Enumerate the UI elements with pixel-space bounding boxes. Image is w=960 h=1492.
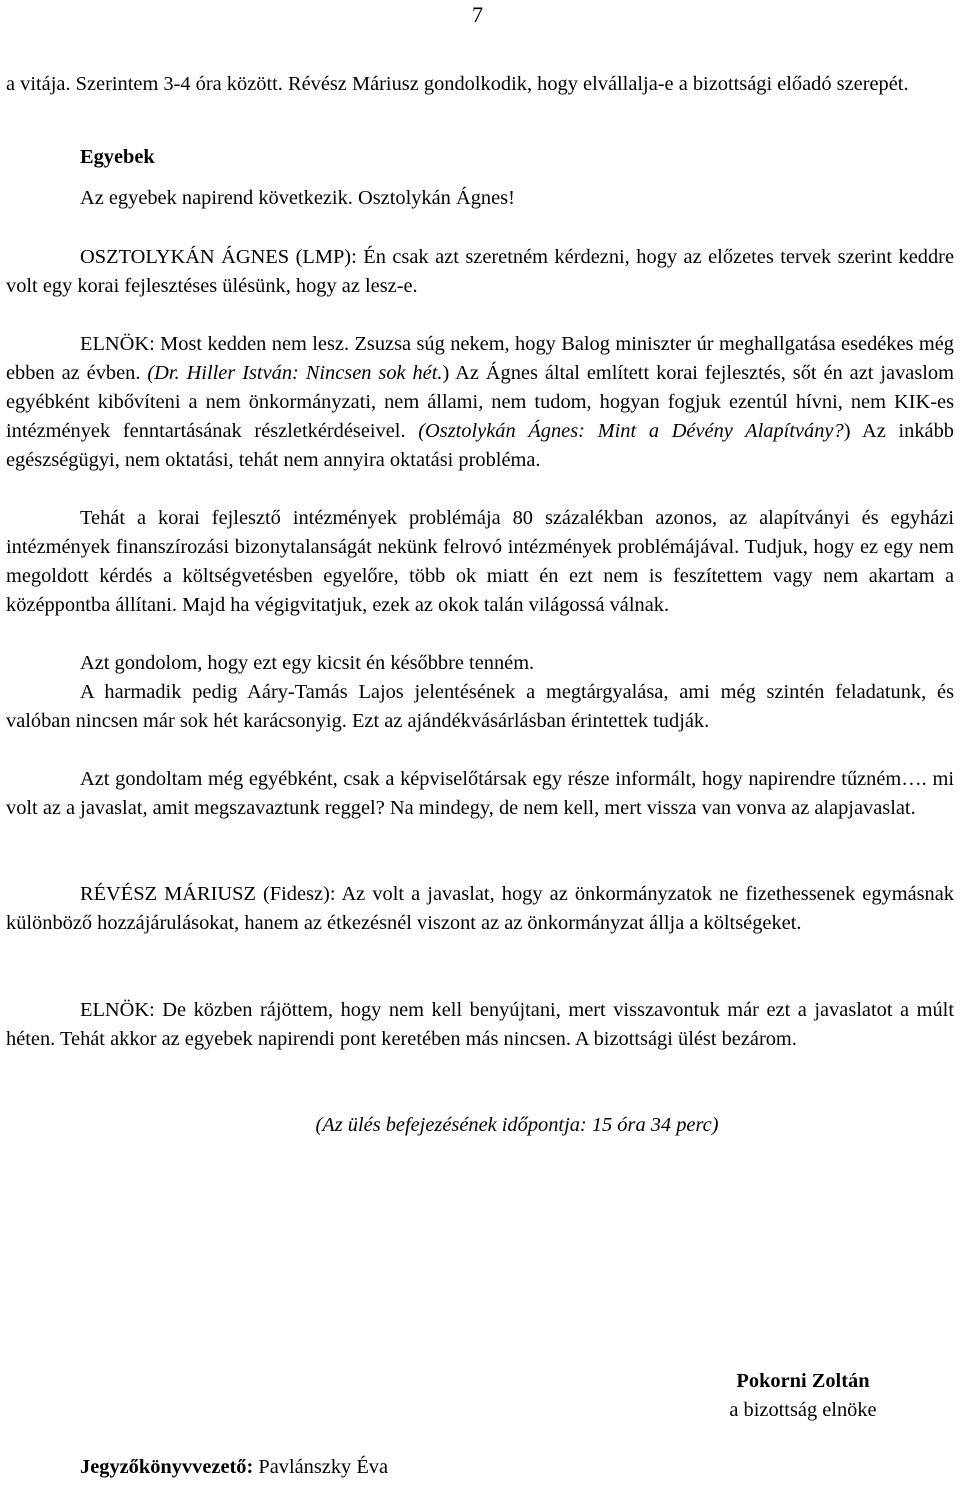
interjection-hiller: (Dr. Hiller István: Nincsen sok hét. (147, 362, 443, 384)
paragraph-early-development: Tehát a korai fejlesztő intézmények problémája 80 százalékban azonos, az alapítványi és egyházi intézmények finanszírozási bizonytalanságát nekünk felrovó intézmények problémájával. Tudjuk, hogy ez egy nem megoldott kérdés a költségvetésben egyelőre, több ok miatt én ezt nem is feszítettem vagy nem akartam a középpontba állítani. Majd ha végigvitatjuk, ezek az okok talán világossá válnak. (6, 507, 954, 616)
signatory-name: Pokorni Zoltán (736, 1370, 870, 1392)
chair-text-2: Az Ágnes által említett korai fejlesztés, sőt én azt javaslom egyébként kibővíteni a nem önkormányzati, nem állami, nem tudom, hogyan fogjuk ezentúl hívni, nem KIK-es intézmények fenntartásának részletkérdéseivel. (6, 362, 954, 442)
recorder-name: Pavlánszky Éva (253, 1456, 389, 1478)
paragraph-revesz: RÉVÉSZ MÁRIUSZ (Fidesz): Az volt a javaslat, hogy az önkormányzatok ne fizethessenek egymásnak különböző hozzájárulásokat, hanem az étkezésnél viszont az az önkormányzat állja a költségeket. (6, 883, 954, 934)
paragraph-osztolykan: OSZTOLYKÁN ÁGNES (LMP): Én csak azt szeretném kérdezni, hogy az előzetes tervek szerint keddre volt egy korai fejlesztéses ülésünk, hogy az lesz-e. (6, 246, 954, 297)
paragraph-proposal: Azt gondoltam még egyébként, csak a képviselőtársak egy része informált, hogy napirendre tűzném…. mi volt az a javaslat, amit megszavaztunk reggel? Na mindegy, de nem kell, mert vissza van vonva az alapjavaslat. (6, 768, 954, 819)
chair-text-3: Az inkább egészségügyi, nem oktatási, tehát nem annyira oktatási probléma. (6, 420, 954, 471)
interjection-osztolykan-close: ) (843, 420, 851, 442)
minutes-recorder (80, 1453, 780, 1482)
paragraph-postpone: Azt gondolom, hogy ezt egy kicsit én későbbre tenném. (80, 652, 535, 674)
paragraph-chair-closing: ELNÖK: De közben rájöttem, hogy nem kell benyújtani, mert visszavontuk már ezt a javaslatot a múlt héten. Tehát akkor az egyebek napirendi pont keretében más nincsen. A bizottsági ülést bezárom. (6, 999, 954, 1050)
page-number: 7 (472, 2, 483, 27)
interjection-hiller-close: ) (442, 362, 450, 384)
paragraph-third-item: A harmadik pedig Aáry-Tamás Lajos jelentésének a megtárgyalása, ami még szintén feladatunk, és valóban nincsen már sok hét karácsonyig. Ezt az ajándékvásárlásban érintettek tudják. (6, 681, 954, 732)
paragraph-continuation: a vitája. Szerintem 3-4 óra között. Révész Máriusz gondolkodik, hogy elvállalja-e a bizottsági előadó szerepét. (6, 73, 909, 95)
closing-time: (Az ülés befejezésének időpontja: 15 óra 34 perc) (315, 1114, 719, 1136)
interjection-osztolykan: (Osztolykán Ágnes: Mint a Dévény Alapítvány? (418, 420, 844, 442)
section-heading: Egyebek (80, 146, 155, 168)
chair-text-1: ELNÖK: Most kedden nem lesz. Zsuzsa súg nekem, hogy Balog miniszter úr meghallgatása esedékes még ebben az évben. (6, 333, 954, 384)
paragraph-chair-response (6, 330, 954, 475)
signatory-title: a bizottság elnöke (729, 1399, 877, 1421)
recorder-label: Jegyzőkönyvvezető: (80, 1456, 254, 1478)
paragraph-agenda-intro: Az egyebek napirend következik. Osztolykán Ágnes! (80, 187, 515, 209)
